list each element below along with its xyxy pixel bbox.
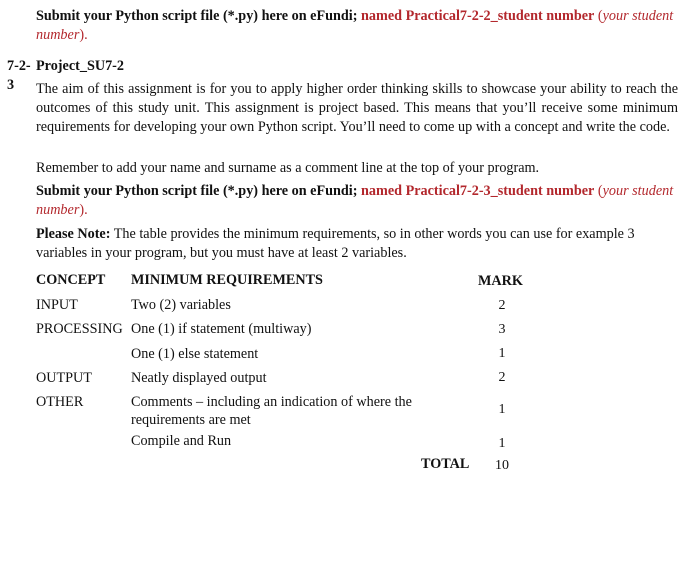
note-label: Please Note:: [36, 226, 111, 242]
row-concept: INPUT: [36, 297, 78, 313]
note-text: The table provides the minimum requirements, so in other words you can use for example 3 variables in your program, but you must have at least 2 variables.: [36, 226, 635, 261]
row-mark: 1: [498, 346, 506, 361]
total-value: 10: [495, 458, 509, 473]
row-mark: 1: [498, 436, 506, 451]
row-mark: 1: [498, 402, 506, 417]
total-label: TOTAL: [421, 456, 470, 472]
section-number: 7-2- 3: [7, 58, 31, 93]
header-mark: MARK: [478, 273, 523, 289]
row-requirement: One (1) if statement (multiway): [131, 321, 312, 337]
row-concept: OTHER: [36, 394, 84, 410]
submit-filename: named Practical7-2-2_student number: [361, 8, 595, 24]
row-concept: OUTPUT: [36, 370, 92, 386]
header-concept: CONCEPT: [36, 272, 106, 288]
header-requirements: MINIMUM REQUIREMENTS: [131, 272, 323, 288]
row-concept: PROCESSING: [36, 321, 123, 337]
row-mark: 3: [498, 322, 506, 337]
submit-instruction: Submit your Python script file (*.py) here on eFundi; named Practical7-2-3_student number (your student number).: [36, 183, 674, 218]
row-requirement: Two (2) variables: [131, 297, 231, 313]
submit-instruction-top: Submit your Python script file (*.py) here on eFundi; named Practical7-2-2_student number (your student number).: [36, 8, 674, 43]
submit-filename: named Practical7-2-3_student number: [361, 183, 595, 199]
row-requirement: One (1) else statement: [131, 346, 259, 362]
row-requirement: Comments – including an indication of where the requirements are met: [131, 394, 412, 428]
row-mark: 2: [498, 298, 506, 313]
please-note: [36, 225, 678, 263]
aim-paragraph: The aim of this assignment is for you to apply higher order thinking skills to showcase your ability to reach the outcomes of this study unit. This assignment is project based. This means that you’ll receive some minimum requirements for developing your own Python script. You’ll need to come up with a concept and write the code.: [36, 81, 678, 135]
row-mark: 2: [498, 370, 506, 385]
remember-paragraph: Remember to add your name and surname as a comment line at the top of your program.: [36, 160, 540, 176]
row-requirement: Compile and Run: [131, 433, 232, 449]
section-title: Project_SU7-2: [36, 58, 124, 74]
row-requirement: Neatly displayed output: [131, 370, 267, 386]
submit-lead: Submit your Python script file (*.py) here on eFundi;: [36, 8, 362, 24]
